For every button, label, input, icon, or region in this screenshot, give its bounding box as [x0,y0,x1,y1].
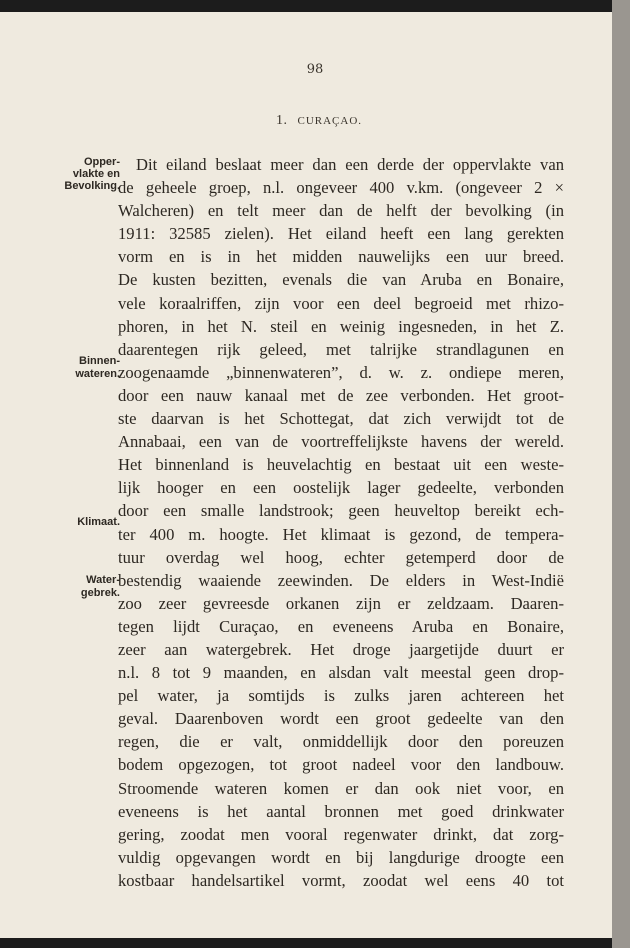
page-number: 98 [306,62,324,77]
text-line: ter 400 m. hoogte. Het klimaat is gezond, de tempera- [118,524,564,544]
text-line: phoren, in het N. steil en weinig ingesneden, in het Z. [118,316,564,336]
text-line: De kusten bezitten, evenals die van Aruba en Bonaire, [118,270,564,290]
margin-note-klimaat: Klimaat. [77,516,120,528]
text-line: door een nauw kanaal met de zee verbonden. Het groot- [118,385,564,405]
text-line: zoo zeer gevreesde orkanen zijn er zeldzaam. Daaren- [118,593,564,613]
margin-note-water: Water- [86,574,120,586]
text-line: 1911: 32585 zielen). Het eiland heeft een lang gerekten [118,224,564,244]
text-line: bestendig waaiende zeewinden. De elders in West-Indië [118,570,564,590]
text-line: n.l. 8 tot 9 maanden, en alsdan valt meestal geen drop- [118,663,564,683]
text-line: zeer aan watergebrek. Het droge jaargetijde duurt er [118,639,564,659]
text-line: Het binnenland is heuvelachtig en bestaat uit een weste- [118,455,564,475]
text-line: Walcheren) en telt meer dan de helft der bevolking (in [118,201,564,221]
text-line: tuur overdag wel hoog, echter getemperd door de [118,547,564,567]
text-line: Annabaai, een van de voortreffelijkste havens der wereld. [118,432,564,452]
text-line: gering, zoodat men vooral regenwater drinkt, dat zorg- [118,824,564,844]
text-line: geval. Daarenboven wordt een groot gedeelte van den [118,709,564,729]
text-line: regen, die er valt, onmiddellijk door den poreuzen [118,732,564,752]
margin-note-bevolking: Bevolking. [64,180,120,192]
margin-note-wateren: wateren. [75,368,120,380]
section-title: CURAÇAO. [297,115,363,127]
text-line: Stroomende wateren komen er dan ook niet voor, en [118,778,564,798]
text-line: kostbaar handelsartikel vormt, zoodat wel eens 40 tot [118,870,564,890]
text-line: daarentegen rijk geleed, met talrijke strandlagunen en [118,339,564,359]
text-line: vorm en is in het midden nauwelijks een uur breed. [118,247,564,267]
section-heading [276,113,362,129]
body-text [118,153,564,892]
text-line: pel water, ja somtijds is zulks jaren achtereen het [118,686,564,706]
text-line: lijk hooger en een oostelijk lager gedeelte, verbonden [118,478,564,498]
text-line: eveneens is het aantal bronnen met goed drinkwater [118,801,564,821]
text-line: bodem opgezogen, tot groot nadeel voor den landbouw. [118,755,564,775]
margin-note-binnen: Binnen- [79,355,120,367]
text-line: vele koraalriffen, zijn voor een deel begroeid met rhizo- [118,293,564,313]
text-line: tegen lijdt Curaçao, en eveneens Aruba en Bonaire, [118,616,564,636]
text-line: Dit eiland beslaat meer dan een derde der oppervlakte van [136,155,564,174]
text-line: ste daarvan is het Schottegat, dat zich verwijdt tot de [118,409,564,429]
text-line: zoogenaamde „binnenwateren”, d. w. z. ondiepe meren, [118,362,564,382]
text-line: vuldig opgevangen wordt en bij langdurige droogte een [118,847,564,867]
margin-note-vlakte: vlakte en [72,168,120,180]
text-line: de geheele groep, n.l. ongeveer 400 v.km. (ongeveer 2 × [118,178,564,198]
text-line: door een smalle landstrook; geen heuveltop bereikt ech- [118,501,564,521]
margin-note-opper: Opper- [83,156,120,168]
section-number: 1. [276,113,288,128]
book-spine [612,0,630,948]
margin-note-gebrek: gebrek. [80,587,120,599]
